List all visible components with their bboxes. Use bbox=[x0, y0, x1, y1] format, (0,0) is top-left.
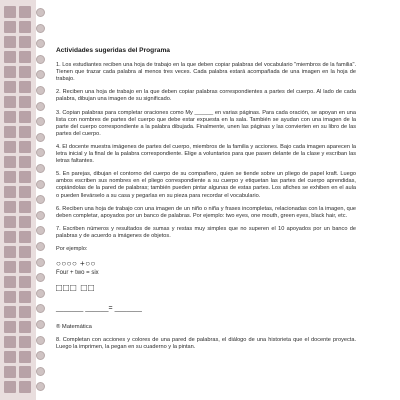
side-square bbox=[19, 111, 31, 123]
side-square bbox=[19, 51, 31, 63]
side-square bbox=[19, 141, 31, 153]
side-square bbox=[4, 261, 16, 273]
binder-hole bbox=[36, 336, 45, 345]
side-square bbox=[19, 96, 31, 108]
side-square bbox=[19, 366, 31, 378]
binder-hole bbox=[36, 195, 45, 204]
side-square bbox=[19, 291, 31, 303]
subject-heading: ® Matemática bbox=[56, 324, 92, 331]
notebook-side-strip bbox=[0, 0, 36, 400]
activity-7: 7. Escriben números y resultados de sumas y restas muy simples que no superen el 10 apoyados por un banco de palabras y de acuerdo a imágenes de objetos. bbox=[56, 225, 356, 239]
side-square bbox=[4, 336, 16, 348]
side-square bbox=[4, 216, 16, 228]
side-square bbox=[19, 36, 31, 48]
binder-hole bbox=[36, 8, 45, 17]
side-square bbox=[4, 351, 16, 363]
binder-hole bbox=[36, 273, 45, 282]
side-square bbox=[19, 21, 31, 33]
side-square bbox=[19, 336, 31, 348]
example-blank-lines: _______ ______= _______ bbox=[56, 305, 142, 313]
binder-hole bbox=[36, 180, 45, 189]
side-square bbox=[4, 381, 16, 393]
binder-hole bbox=[36, 24, 45, 33]
activity-2: 2. Reciben una hoja de trabajo en la que deben copiar palabras correspondientes a partes del cuerpo. Al lado de cada palabra, dibujan una imagen de su significado. bbox=[56, 89, 356, 103]
side-square bbox=[4, 111, 16, 123]
binder-hole bbox=[36, 148, 45, 157]
side-square bbox=[19, 201, 31, 213]
side-square bbox=[4, 201, 16, 213]
side-square bbox=[4, 141, 16, 153]
binder-hole bbox=[36, 242, 45, 251]
side-square bbox=[4, 246, 16, 258]
binder-hole bbox=[36, 211, 45, 220]
side-square bbox=[4, 321, 16, 333]
side-square bbox=[19, 171, 31, 183]
side-square bbox=[4, 36, 16, 48]
binder-hole bbox=[36, 133, 45, 142]
binder-hole bbox=[36, 39, 45, 48]
example-circles: ○○○○ +○○ bbox=[56, 259, 96, 269]
side-square bbox=[19, 126, 31, 138]
side-square bbox=[19, 381, 31, 393]
example-squares: □□□ □□ bbox=[56, 283, 95, 295]
side-square bbox=[4, 6, 16, 18]
binder-hole bbox=[36, 164, 45, 173]
binder-hole bbox=[36, 382, 45, 391]
binder-hole bbox=[36, 226, 45, 235]
side-square bbox=[4, 21, 16, 33]
side-square bbox=[19, 321, 31, 333]
side-square bbox=[4, 126, 16, 138]
side-square bbox=[19, 81, 31, 93]
side-square bbox=[19, 276, 31, 288]
binder-hole bbox=[36, 117, 45, 126]
side-square bbox=[4, 186, 16, 198]
binder-hole bbox=[36, 55, 45, 64]
side-square bbox=[19, 186, 31, 198]
binder-hole bbox=[36, 70, 45, 79]
binder-holes bbox=[36, 8, 46, 400]
binder-hole bbox=[36, 102, 45, 111]
side-square bbox=[4, 171, 16, 183]
side-square bbox=[19, 156, 31, 168]
activity-6: 6. Reciben una hoja de trabajo con una imagen de un niño o niña y frases incompletas, relacionadas con la imagen, que deben completar, apoyados por un banco de palabras. Por ejemplo: two eyes, one mouth, green eyes, black hair, etc. bbox=[56, 205, 356, 219]
side-square bbox=[4, 156, 16, 168]
binder-hole bbox=[36, 258, 45, 267]
side-square bbox=[4, 81, 16, 93]
side-square bbox=[19, 66, 31, 78]
side-square bbox=[4, 306, 16, 318]
side-square bbox=[19, 246, 31, 258]
side-square bbox=[4, 231, 16, 243]
side-square bbox=[19, 261, 31, 273]
side-square-pattern bbox=[4, 6, 34, 393]
activity-4: 4. El docente muestra imágenes de partes del cuerpo, miembros de la familia y acciones. Bajo cada imagen aparecen la letra inicial y la final de la palabra correspondiente. Elige a voluntarios para que pasen delante de la clase y escriban las letras faltantes. bbox=[56, 143, 356, 165]
activity-3: 3. Copian palabras para completar oraciones como My ______ en varias páginas. Para cada oración, se apoyan en una lista con nombres de partes del cuerpo que debe estar expuesta en la sala. También se ayudan con una imagen de la parte del cuerpo correspondiente a la palabra dibujada. Finalmente, unen las páginas y las convierten en su libro de las partes del cuerpo. bbox=[56, 109, 356, 137]
side-square bbox=[19, 6, 31, 18]
example-word-equation: Four + two = six bbox=[56, 270, 99, 277]
binder-hole bbox=[36, 86, 45, 95]
side-square bbox=[4, 51, 16, 63]
example-label: Por ejemplo: bbox=[56, 245, 88, 252]
activity-1: 1. Los estudiantes reciben una hoja de trabajo en la que deben copiar palabras del vocabulario "miembros de la familia". Tienen que trazar cada palabra al menos tres veces. Cada palabra estará acompañada de una imagen en la hoja de trabajo. bbox=[56, 62, 356, 83]
activity-8: 8. Completan con acciones y colores de una pared de palabras, el diálogo de una historieta que el docente proyecta. Luego la imprimen, la pegan en su cuaderno y la pintan. bbox=[56, 337, 356, 351]
side-square bbox=[4, 66, 16, 78]
document-content bbox=[56, 47, 356, 358]
binder-hole bbox=[36, 320, 45, 329]
binder-hole bbox=[36, 367, 45, 376]
side-square bbox=[4, 291, 16, 303]
binder-hole bbox=[36, 351, 45, 360]
side-square bbox=[4, 96, 16, 108]
side-square bbox=[4, 276, 16, 288]
activity-5: 5. En parejas, dibujan el contorno del cuerpo de su compañero, quien se tiende sobre un pliego de papel kraft. Luego ambos escriben sus nombres en el pliego correspondiente a su cuerpo y etiquetan las partes del cuerpo aprendidas, copiándolas de la pared de palabras; también pueden pintar algunas de estas partes. Los afiches se exhiben en el aula o pueden llevárselo a su casa y pegarlas en su pieza para recordar el vocabulario. bbox=[56, 171, 356, 199]
side-square bbox=[19, 351, 31, 363]
binder-hole bbox=[36, 304, 45, 313]
side-square bbox=[19, 306, 31, 318]
binder-hole bbox=[36, 289, 45, 298]
side-square bbox=[19, 216, 31, 228]
page-title: Actividades sugeridas del Programa bbox=[56, 47, 170, 54]
side-square bbox=[19, 231, 31, 243]
side-square bbox=[4, 366, 16, 378]
